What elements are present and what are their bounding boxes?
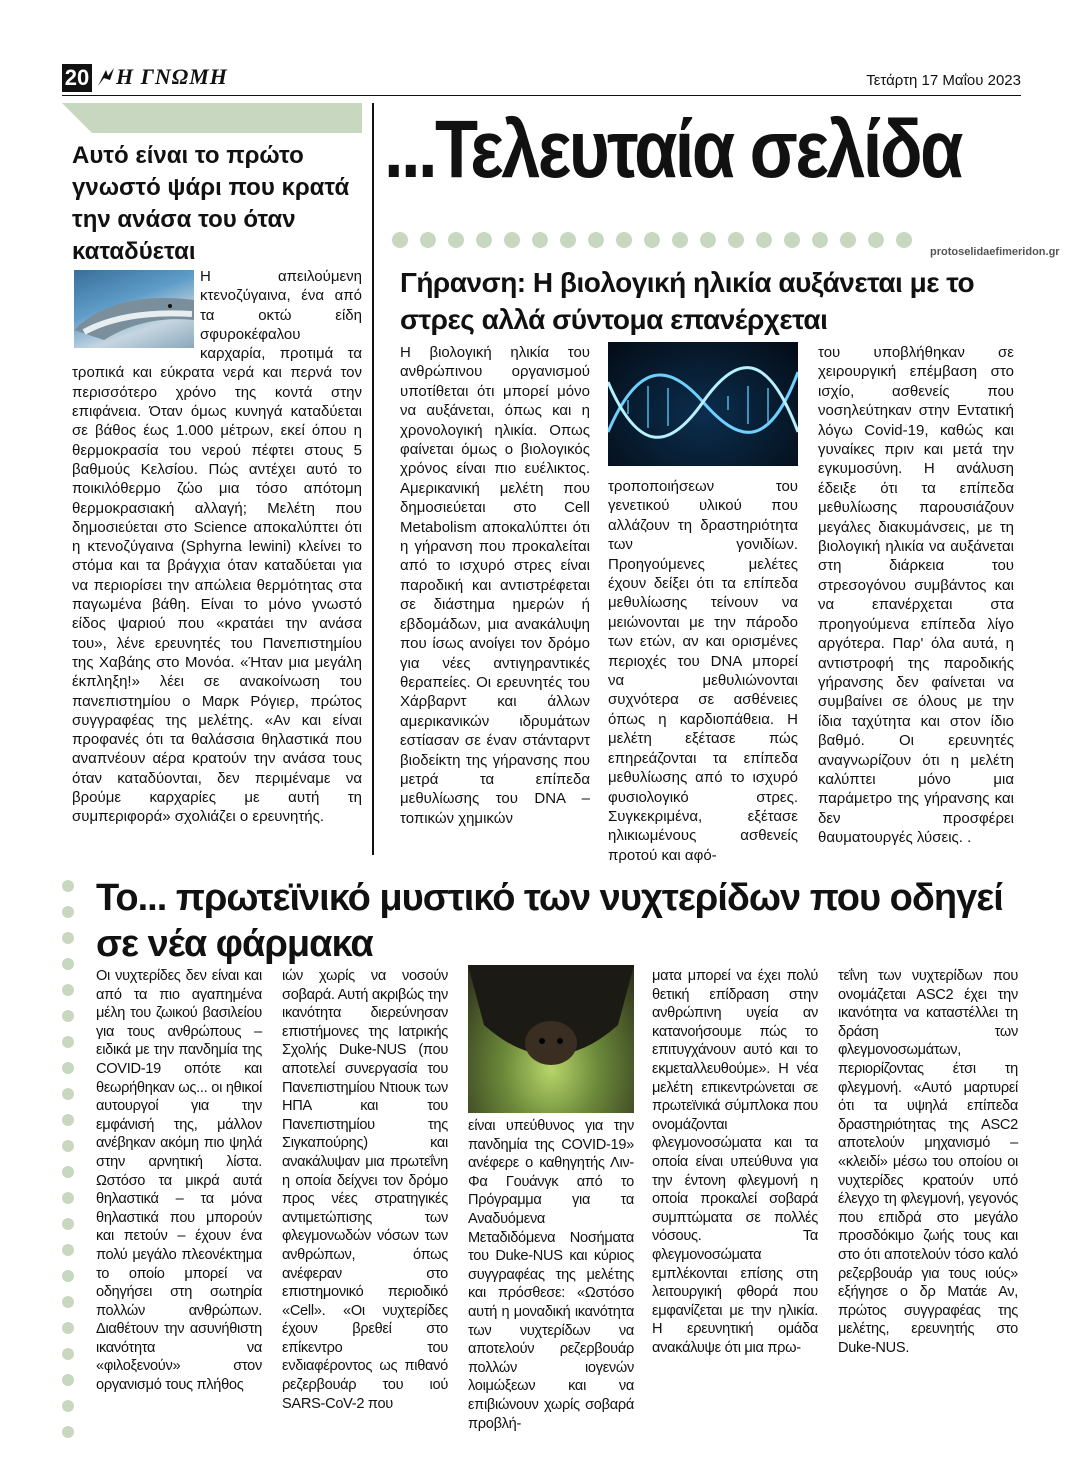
bottom-article-col4: ματα μπορεί να έχει πολύ θετική επίδραση στην ανθρώπινη υγεία αν κατανοήσουμε πώς το επιτυγχάνουν αυτό και το εκμεταλλευθούμε». Η νέα μελέτη επικεντρώνεται σε πρωτεϊνικά σύμπλοκα που ονομάζονται φλεγμονοσώματα και τα οποία είναι υπεύθυνα για την έντονη φλεγμονή η οποία προκαλεί σοβαρά συμπτώματα σε πολλές νόσους. Τα φλεγμονοσώματα εμπλέκονται επίσης στη λειτουργική φθορά που εμφανίζεται με την ηλικία. Η ερευνητική ομάδα ανακάλυψε ότι μια πρω-: [652, 968, 818, 1356]
left-article-text: Η απειλούμενη κτενοζύγαινα, ένα από τα οκτώ είδη σφυροκέφαλου καρχαρία, προτιμά τα τροπικά και εύκρατα νερά και περνά τον περισσότερο χρόνο της κοντά στην επιφάνεια. Όταν όμως κυνηγά καταδύεται σε βάθος έως 1.000 μέτρων, εκεί όπου η θερμοκρασία του νερού πέφτει στους 5 βαθμούς Κελσίου. Πώς αντέχει αυτό το ποικιλόθερμο ζώο μια τόσο απότομη θερμοκρασιακή αλλαγή; Μελέτη που δημοσιεύεται στο Science αποκαλύπτει ότι η κτενοζύγαινα (Sphyrna lewini) κλείνει το στόμα και τα βράγχια όταν καταδύεται για να περιορίσει την απώλεια θερμότητας στα παγωμένα βάθη. Είναι το μόνο γνωστό είδος ψαριού που «κρατάει την ανάσα του», λένε ερευνητές του Πανεπιστημίου της Χαβάης στο Μονόα. «Ήταν μια μεγάλη έκπληξη!» λέει σε ανακοίνωση του πανεπιστημίου ο Μαρκ Ρόγιερ, πρώτος συγγραφέας της μελέτης. «Αν και είναι προφανές ότι τα θαλάσσια θηλαστικά που αναπνέουν αέρα κρατούν την ανάσα τους όταν καταδύονται, δεν περιμέναμε να βρούμε καρχαρίες με αυτή τη συμπεριφορά» σχολιάζει ο ερευνητής.: [72, 268, 362, 826]
bottom-article-col1: Οι νυχτερίδες δεν είναι και από τα πιο αγαπημένα μέλη του ζωικού βασιλείου για τους ανθρώπους – ειδικά με την πανδημία της COVID-19 οπότε και θεωρήθηκαν ως... οι ηθικοί αυτουργοί για την εμφάνισή της, μάλλον ανέβηκαν ακόμη πιο ψηλά στην αρνητική λίστα. Ωστόσο τα μικρά αυτά θηλαστικά – τα μόνα θηλαστικά που μπορούν και πετούν – έχουν ένα πολύ μεγάλο πλεονέκτημα το οποίο μπορεί να οδηγήσει στη σωτηρία πολλών ανθρώπων. Διαθέτουν την ασυνήθιστη ικανότητα να «φιλοξενούν» στον οργανισμό τους πλήθος: [96, 968, 262, 1394]
decorative-dot-column: [62, 880, 74, 1438]
issue-date: Τετάρτη 17 Μαΐου 2023: [866, 72, 1021, 89]
bottom-article-col5: τεΐνη των νυχτερίδων που ονομάζεται ASC2 έχει την ικανότητα να καταστέλλει τη δράση των φλεγμονοσωμάτων, περιορίζοντας έτσι τη φλεγμονή. «Αυτό μαρτυρεί ότι τα υψηλά επίπεδα δραστηριότητας της ASC2 αποτελούν μηχανισμό – «κλειδί» μέσω του οποίου οι νυχτερίδες κρατούν υπό έλεγχο τη φλεγμονή, γεγονός που επιδρά στο μεγάλο προσδόκιμο ζωής τους και στο ότι αποτελούν τόσο καλό ρεζερβουάρ για τους ιούς» εξήγησε ο δρ Ματάε Αν, πρώτος συγγραφέας της μελέτης, ερευνητής στο Duke-NUS.: [838, 968, 1018, 1356]
bottom-article-title: Το... πρωτεϊνικό μυστικό των νυχτερίδων που οδηγεί σε νέα φάρμακα: [96, 877, 1003, 965]
bottom-article-col2: ιών χωρίς να νοσούν σοβαρά. Αυτή ακριβώς την ικανότητα διερεύνησαν επιστήμονες της Ιατρικής Σχολής Duke-NUS (που αποτελεί συνεργασία του Πανεπιστημίου Ντιουκ των ΗΠΑ και του Πανεπιστημίου της Σιγκαπούρης) και ανακάλυψαν μια πρωτεΐνη η οποία δείχνει τον δρόμο προς νέες στρατηγικές αντιμετώπισης των φλεγμονωδών νόσων των ανθρώπων, όπως ανέφεραν στο επιστημονικό περιοδικό «Cell». «Οι νυχτερίδες έχουν βρεθεί στο επίκεντρο του ενδιαφέροντος ως πιθανό ρεζερβουάρ του ιού SARS-CoV-2 που: [282, 968, 448, 1412]
dna-helix-photo: [608, 342, 798, 466]
left-article-title: Αυτό είναι το πρώτο γνωστό ψάρι που κρατά την ανάσα του όταν καταδύεται: [72, 142, 350, 265]
header-rule: [62, 95, 1021, 96]
right-article-title: Γήρανση: Η βιολογική ηλικία αυξάνεται με το στρες αλλά σύντομα επανέρχεται: [400, 267, 975, 335]
right-article-col3: του υποβλήθηκαν σε χειρουργική επέμβαση στο ισχίο, ασθενείς που νοσηλεύτηκαν στην Εντατική λόγω Covid-19, καθώς και γυναίκες πριν και μετά την εγκυμοσύνη. Η ανάλυση έδειξε ότι τα επίπεδα μεθυλίωσης παρουσιάζουν μεγάλες διακυμάνσεις, με τη βιολογική ηλικία να αυξάνεται στη διάρκεια του στρεσογόνου συμβάντος και να επανέρχεται στα προηγούμενα επίπεδα λίγο αργότερα. Παρ' όλα αυτά, η αντιστροφή της παροδικής γήρανσης δεν φαίνεται να συμβαίνει σε όλους με την ίδια ταχύτητα και στον ίδιο βαθμό. Οι ερευνητές αναγνωρίζουν ότι η μελέτη καλύπτει μόνο μια παράμετρο της γήρανσης και δεν προσφέρει θαυματουργές λύσεις. .: [818, 344, 1014, 847]
left-article-body: [72, 267, 362, 827]
bird-logo-icon: [96, 66, 116, 88]
page-number: 20: [62, 64, 92, 92]
newspaper-brand: Η ΓΝΩΜΗ: [116, 64, 228, 89]
right-article-col2: τροποποιήσεων του γενετικού υλικού που αλλάζουν τη δραστηριότητα των γονιδίων. Προηγούμενες μελέτες έχουν δείξει ότι τα επίπεδα μεθυλίωσης τείνουν να μειώνονται με την πάροδο των ετών, αν και ορισμένες περιοχές του DNA μπορεί να μεθυλιώνονται συχνότερα σε ασθένειες όπως η καρδιοπάθεια. Η μελέτη εξέτασε πώς επηρεάζονται τα επίπεδα μεθυλίωσης από το ισχυρό φυσιολογικό στρες. Συγκεκριμένα, εξέτασε ηλικιωμένους ασθενείς προτού και αφό-: [608, 478, 798, 864]
bottom-article-col3: είναι υπεύθυνος για την πανδημία της COVID-19» ανέφερε ο καθηγητής Λιν-Φα Γουάνγκ από το Πρόγραμμα για τα Αναδυόμενα Μεταδιδόμενα Νοσήματα του Duke-NUS και κύριος συγγραφέας της μελέτης και πρόσθεσε: «Ωστόσο αυτή η μοναδική ικανότητα των νυχτερίδων να αποτελούν ρεζερβουάρ πολλών ιογενών λοιμώξεων και να επιβιώνουν χωρίς σοβαρά προβλή-: [468, 1118, 634, 1432]
bat-photo: [468, 965, 634, 1113]
right-article-col1: Η βιολογική ηλικία του ανθρώπινου οργανισμού υποτίθεται ότι μπορεί μόνο να αυξάνεται, όπως και η χρονολογική ηλικία. Οπως φαίνεται όμως ο βιολογικός χρόνος είναι πιο ευέλικτος. Αμερικανική μελέτη που δημοσιεύεται στο Cell Metabolism αποκαλύπτει ότι η γήρανση που προκαλείται από το ισχυρό στρες είναι παροδική και αντιστρέφεται σε διάστημα ημερών ή εβδομάδων, μια ανακάλυψη που ίσως ανοίγει τον δρόμο για νέες αντιγηραντικές θεραπείες. Οι ερευνητές του Χάρβαρντ και άλλων αμερικανικών ιδρυμάτων εστίασαν σε έναν στάνταρντ βιοδείκτη της γήρανσης που μετρά τα επίπεδα μεθυλίωσης του DNA – τοπικών χημικών: [400, 344, 590, 827]
decorative-dot-row: [392, 232, 912, 248]
decorative-green-bar: [62, 103, 362, 133]
watermark: protoselidaefimeridon.gr: [930, 246, 1060, 258]
section-title: ...Τελευταία σελίδα: [384, 104, 961, 195]
column-divider: [372, 103, 374, 855]
